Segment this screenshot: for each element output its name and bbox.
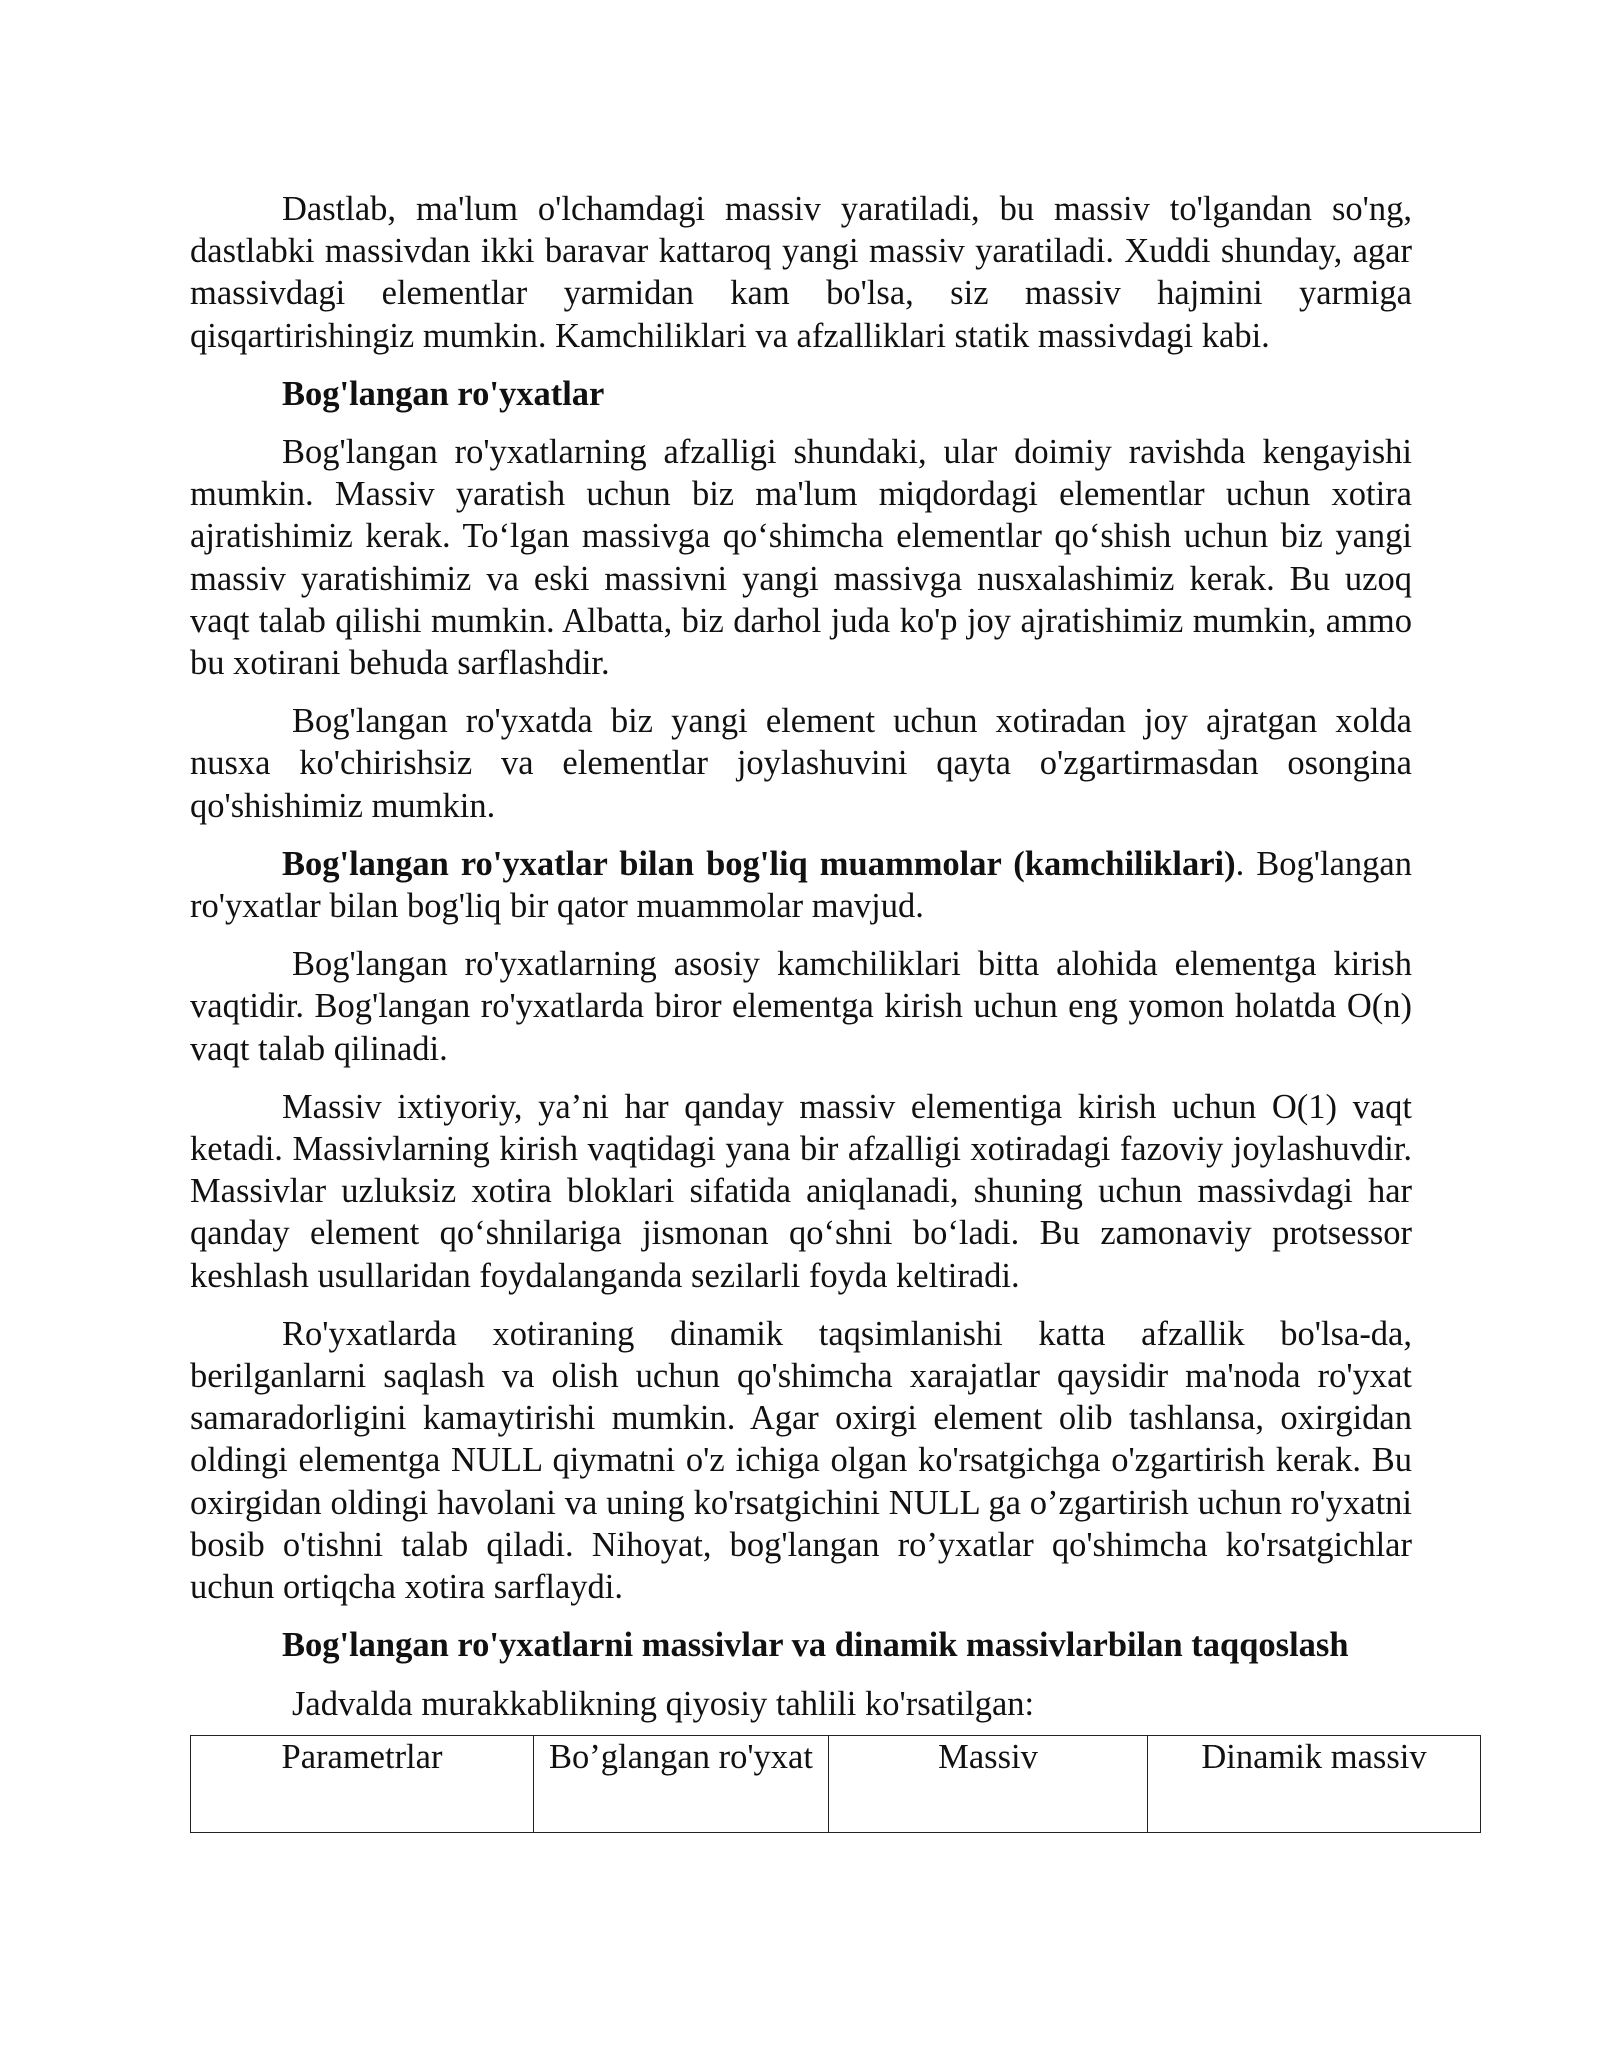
paragraph-table-intro: Jadvalda murakkablikning qiyosiy tahlili ko'rsatilgan: (292, 1684, 1035, 1723)
table-header-row (191, 1735, 1481, 1832)
paragraph-dynamic-array: Dastlab, ma'lum o'lchamdagi massiv yaratiladi, bu massiv to'lgandan so'ng, dastlabki massivdan ikki baravar kattaroq yangi massiv yaratiladi. Xuddi shunday, agar massivdagi elementlar yarmidan kam bo'lsa, siz massiv hajmini yarmiga qisqartirishingiz mumkin. Kamchiliklari va afzalliklari statik massivdagi kabi. (190, 190, 1412, 355)
paragraph-array-access: Massiv ixtiyoriy, ya’ni har qanday massiv elementiga kirish uchun O(1) vaqt ketadi. Massivlarning kirish vaqtidagi yana bir afzalligi xotiradagi fazoviy joylashuvdir. Massivlar uzluksiz xotira bloklari sifatida aniqlanadi, shuning uchun massivdagi har qanday element qo‘shnilariga jismonan qo‘shni bo‘ladi. Bu zamonaviy protsessor keshlash usullaridan foydalanganda sezilarli foyda keltiradi. (190, 1087, 1412, 1295)
paragraph-access-time: Bog'langan ro'yxatlarning asosiy kamchiliklari bitta alohida elementga kirish vaqtidir. Bog'langan ro'yxatlarda biror elementga kirish uchun eng yomon holatda O(n) vaqt talab qilinadi. (190, 945, 1412, 1068)
paragraph-linked-list-insert: Bog'langan ro'yxatda biz yangi element uchun xotiradan joy ajratgan xolda nusxa ko'chirishsiz va elementlar joylashuvini qayta o'zgartirmasdan osongina qo'shishimiz mumkin. (190, 702, 1412, 825)
paragraph-overhead: Ro'yxatlarda xotiraning dinamik taqsimlanishi katta afzallik bo'lsa-da, berilganlarni saqlash va olish uchun qo'shimcha xarajatlar qaysidir ma'noda ro'yxat samaradorligini kamaytirishi mumkin. Agar oxirgi element olib tashlansa, oxirgidan oldingi elementga NULL qiymatni o'z ichiga olgan ko'rsatgichga o'zgartirish kerak. Bu oxirgidan oldingi havolani va uning ko'rsatgichini NULL ga o’zgartirish uchun ro'yxatni bosib o'tishni talab qiladi. Nihoyat, bog'langan ro’yxatlar qo'shimcha ko'rsatgichlar uchun ortiqcha xotira sarflaydi. (190, 1314, 1412, 1607)
problems-heading: Bog'langan ro'yxatlar bilan bog'liq muammolar (kamchiliklari) (282, 844, 1236, 883)
table-header-cell: Dinamik massiv (1148, 1735, 1481, 1832)
paragraph-linked-list-problems (190, 843, 1412, 927)
heading-linked-lists: Bog'langan ro'yxatlar (282, 374, 605, 413)
table-header-cell: Parametrlar (191, 1735, 534, 1832)
paragraph-linked-list-advantage: Bog'langan ro'yxatlarning afzalligi shundaki, ular doimiy ravishda kengayishi mumkin. Massiv yaratish uchun biz ma'lum miqdordagi elementlar uchun xotira ajratishimiz kerak. To‘lgan massivga qo‘shimcha elementlar qo‘shish uchun biz yangi massiv yaratishimiz va eski massivni yangi massivga nusxalashimiz kerak. Bu uzoq vaqt talab qilishi mumkin. Albatta, biz darhol juda ko'p joy ajratishimiz mumkin, ammo bu xotirani behuda sarflashdir. (190, 433, 1412, 683)
heading-comparison: Bog'langan ro'yxatlarni massivlar va dinamik massivlarbilan taqqoslash (282, 1626, 1349, 1665)
problems-text: . Bog'langan ro'yxatlar bilan bog'liq bir qator muammolar mavjud. (190, 844, 1412, 926)
comparison-table (190, 1735, 1481, 1833)
document-page (190, 188, 1427, 1833)
table-header-cell: Massiv (829, 1735, 1148, 1832)
table-header-cell: Bo’glangan ro'yxat (534, 1735, 829, 1832)
